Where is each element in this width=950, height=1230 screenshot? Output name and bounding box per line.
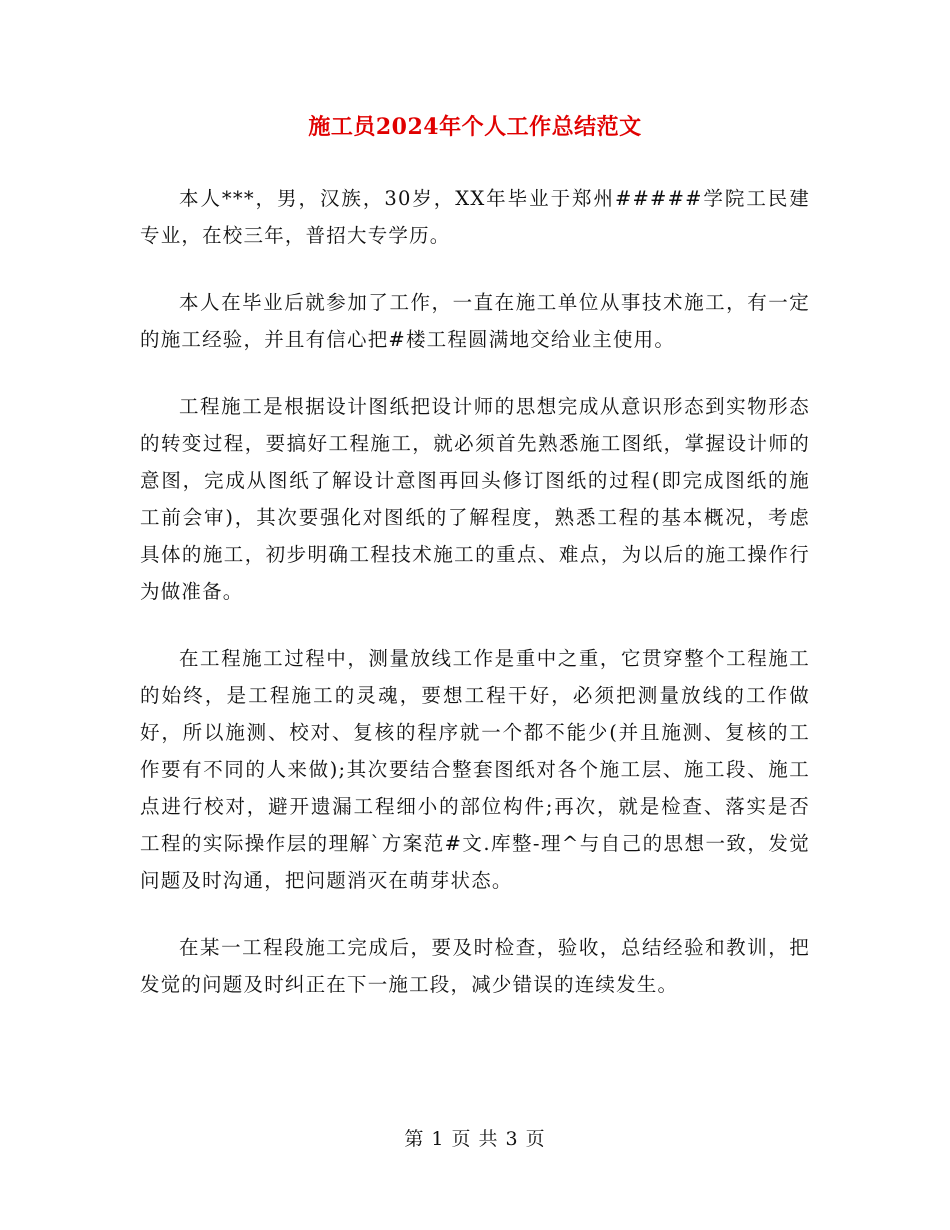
paragraph-4: 在工程施工过程中，测量放线工作是重中之重，它贯穿整个工程施工的始终，是工程施工的灵魂，要想工程干好，必须把测量放线的工作做好，所以施测、校对、复核的程序就一个都不能少(并且施测、复核的工作要有不同的人来做);其次要结合整套图纸对各个施工层、施工段、施工点进行校对，避开遗漏工程细小的部位构件;再次，就是检查、落实是否工程的实际操作层的理解`方案范#文.库整-理^与自己的思想一致，发觉问题及时沟通，把问题消灭在萌芽状态。 <box>140 647 810 892</box>
document-body <box>140 180 810 1033</box>
paragraph-2: 本人在毕业后就参加了工作，一直在施工单位从事技术施工，有一定的施工经验，并且有信心把#楼工程圆满地交给业主使用。 <box>140 291 810 351</box>
document-title: 施工员2024年个人工作总结范文 <box>308 114 642 140</box>
paragraph-5: 在某一工程段施工完成后，要及时检查，验收，总结经验和教训，把发觉的问题及时纠正在下一施工段，减少错误的连续发生。 <box>140 936 810 996</box>
page-footer: 第 1 页 共 3 页 <box>404 1128 546 1150</box>
paragraph-1: 本人***，男，汉族，30岁，XX年毕业于郑州#####学院工民建专业，在校三年，普招大专学历。 <box>140 187 810 247</box>
paragraph-3: 工程施工是根据设计图纸把设计师的思想完成从意识形态到实物形态的转变过程，要搞好工程施工，就必须首先熟悉施工图纸，掌握设计师的意图，完成从图纸了解设计意图再回头修订图纸的过程(即完成图纸的施工前会审)，其次要强化对图纸的了解程度，熟悉工程的基本概况，考虑具体的施工，初步明确工程技术施工的重点、难点，为以后的施工操作行为做准备。 <box>140 395 810 603</box>
